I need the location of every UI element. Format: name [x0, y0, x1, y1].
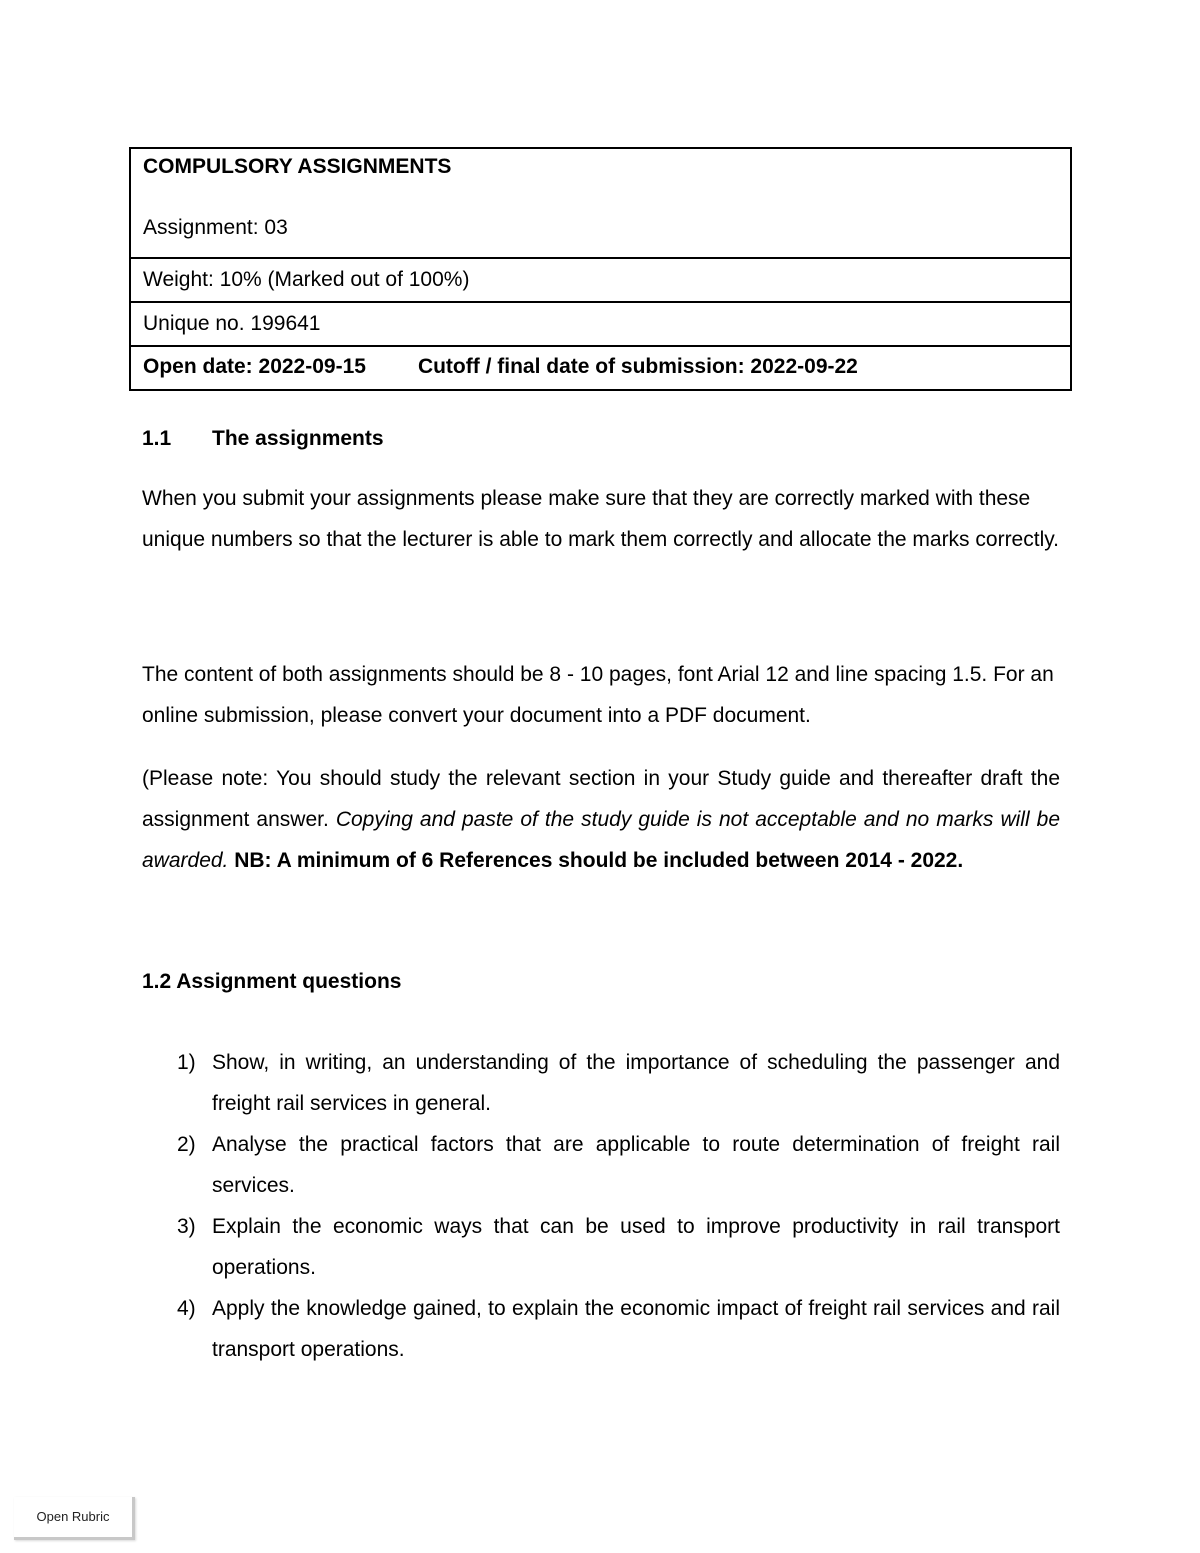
unique-number-cell: Unique no. 199641 [130, 302, 1071, 346]
question-number: 4) [177, 1297, 196, 1320]
question-text: Apply the knowledge gained, to explain the economic impact of freight rail services and rail transport operations. [212, 1297, 1060, 1361]
question-text: Show, in writing, an understanding of the importance of scheduling the passenger and freight rail services in general. [212, 1051, 1060, 1115]
question-text: Explain the economic ways that can be used to improve productivity in rail transport operations. [212, 1215, 1060, 1279]
assignment-info-table [129, 147, 1072, 391]
paragraph-text: When you submit your assignments please make sure that they are correctly marked with these unique numbers so that the lecturer is able to mark them correctly and allocate the marks correctly. [142, 487, 1060, 551]
question-item [142, 1288, 1060, 1370]
note-text [142, 758, 1060, 881]
question-number: 3) [177, 1215, 196, 1238]
weight-cell: Weight: 10% (Marked out of 100%) [130, 258, 1071, 302]
assignment-number: Assignment: 03 [143, 216, 288, 239]
questions-list [142, 1042, 1060, 1370]
question-item [142, 1042, 1060, 1124]
paragraph-content-length [142, 654, 1060, 736]
note-italic: Copying and paste of the study guide is not acceptable and no marks will be awarded. [142, 808, 1060, 872]
dates-cell [130, 346, 1071, 390]
question-item [142, 1206, 1060, 1288]
paragraph-text: The content of both assignments should be 8 - 10 pages, font Arial 12 and line spacing 1.5. For an online submission, please convert your document into a PDF document. [142, 663, 1054, 727]
section-1-2-heading [142, 970, 1060, 994]
section-1-1-heading [142, 427, 1060, 451]
table-title: COMPULSORY ASSIGNMENTS [143, 155, 452, 178]
question-number: 2) [177, 1133, 196, 1156]
open-date: Open date: 2022-09-15 [143, 355, 366, 378]
paragraph-note [142, 758, 1060, 881]
note-bold: NB: A minimum of 6 References should be included between 2014 - 2022. [228, 849, 964, 872]
title-cell [130, 148, 1071, 258]
section-title: 1.2 Assignment questions [142, 970, 402, 993]
note-plain: (Please note: You should study the relevant section in your Study guide and thereafter draft the assignment answer. [142, 767, 1060, 831]
section-title: The assignments [212, 427, 384, 450]
cutoff-date: Cutoff / final date of submission: 2022-09-22 [417, 355, 858, 378]
question-text: Analyse the practical factors that are applicable to route determination of freight rail services. [212, 1133, 1060, 1197]
paragraph-submission [142, 478, 1060, 560]
question-item [142, 1124, 1060, 1206]
section-number: 1.1 [142, 427, 172, 450]
question-number: 1) [177, 1051, 196, 1074]
open-rubric-button[interactable]: Open Rubric [14, 1497, 135, 1540]
